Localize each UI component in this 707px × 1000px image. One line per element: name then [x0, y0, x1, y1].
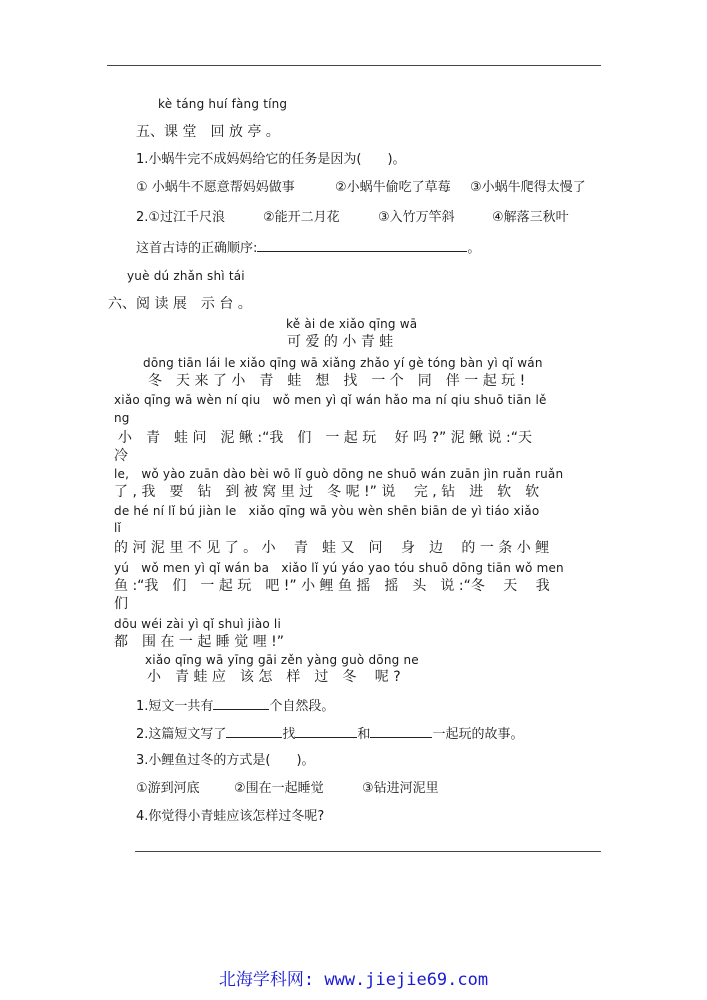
story-line-5-text-wrap: 们 — [114, 596, 128, 612]
section6-q2-c: 和 — [357, 727, 371, 742]
story-line-6-text: 都 围 在 一 起 睡 觉 哩 !” — [114, 634, 285, 650]
section6-q1-a: 1.短文一共有 — [136, 699, 214, 714]
answer-blank[interactable] — [226, 725, 282, 738]
answer-blank[interactable] — [213, 697, 269, 710]
section5-q2-prompt-text: 这首古诗的正确顺序: — [136, 241, 258, 256]
section5-q1-option-3: ③小蜗牛爬得太慢了 — [470, 180, 586, 195]
section5-q2-option-4: ④解落三秋叶 — [492, 210, 569, 225]
story-line-3-pinyin: le, wǒ yào zuān dào bèi wō lǐ guò dōng ne shuō wán zuān jìn ruǎn ruǎn — [114, 467, 564, 481]
section6-pinyin: yuè dú zhǎn shì tái — [127, 269, 245, 283]
story-line-2-text-wrap: 冷 — [114, 448, 128, 464]
story-line-4-text: 的 河 泥 里 不 见 了 。 小 青 蛙 又 问 身 边 的 一 条 小 鲤 — [114, 540, 550, 556]
section6-q3-option-2: ②围在一起睡觉 — [234, 781, 324, 796]
story-title: 可 爱 的 小 青 蛙 — [287, 334, 394, 350]
section5-q2-option-2: ②能开二月花 — [263, 210, 340, 225]
answer-blank[interactable] — [370, 725, 432, 738]
section6-question-2 — [136, 725, 523, 743]
section6-question-3: 3.小鲤鱼过冬的方式是( )。 — [136, 753, 315, 768]
section5-pinyin: kè táng huí fàng tíng — [158, 97, 288, 111]
section5-q2-prompt — [136, 239, 480, 257]
question-pinyin: xiǎo qīng wā yīng gāi zěn yàng guò dōng ne — [145, 653, 419, 667]
question-title: 小 青 蛙 应 该 怎 样 过 冬 呢 ? — [147, 669, 401, 685]
section5-q1-option-1: ① 小蜗牛不愿意帮妈妈做事 — [136, 180, 295, 195]
story-line-2-pinyin-wrap: ng — [114, 411, 130, 425]
section5-q2-option-1: 2.①过江千尺浪 — [136, 210, 226, 225]
section6-q2-d: 一起玩的故事。 — [432, 727, 524, 742]
answer-blank[interactable] — [295, 725, 357, 738]
story-line-5-text: 鱼 :“我 们 一 起 玩 吧 !” 小 鲤 鱼 摇 摇 头 说 :“冬 天 我 — [114, 578, 550, 594]
footer-watermark: 北海学科网: www.jiejie69.com — [218, 970, 489, 990]
story-line-3-text: 了 , 我 要 钻 到 被 窝 里 过 冬 呢 !” 说 完 , 钻 进 软 软 — [114, 484, 540, 500]
section5-q2-option-3: ③入竹万竿斜 — [378, 210, 455, 225]
section6-question-1 — [136, 697, 334, 715]
story-line-6-pinyin: dōu wéi zài yì qǐ shuì jiào li — [114, 617, 281, 631]
section6-q2-b: 找 — [282, 727, 296, 742]
section6-q1-b: 个自然段。 — [269, 699, 335, 714]
story-line-1-pinyin: dōng tiān lái le xiǎo qīng wā xiǎng zhǎo yí gè tóng bàn yì qǐ wán — [143, 356, 543, 370]
section6-q2-a: 2.这篇短文写了 — [136, 727, 227, 742]
section5-q1-option-2: ②小蜗牛偷吃了草莓 — [335, 180, 451, 195]
story-line-5-pinyin: yú wǒ men yì qǐ wán ba xiǎo lǐ yú yáo yao tóu shuō dōng tiān wǒ men — [114, 561, 564, 575]
section5-q2-end: 。 — [467, 241, 481, 256]
story-line-4-pinyin-wrap: lǐ — [114, 521, 122, 535]
answer-blank[interactable] — [257, 239, 467, 252]
story-line-4-pinyin: de hé ní lǐ bú jiàn le xiǎo qīng wā yòu wèn shēn biān de yì tiáo xiǎo — [114, 504, 540, 518]
section6-q3-option-3: ③钻进河泥里 — [362, 781, 439, 796]
section6-question-4: 4.你觉得小青蛙应该怎样过冬呢? — [136, 809, 325, 824]
section6-q3-option-1: ①游到河底 — [136, 781, 200, 796]
section5-title: 五、课 堂 回 放 亭 。 — [136, 124, 280, 140]
story-title-pinyin: kě ài de xiǎo qīng wā — [286, 317, 418, 331]
story-line-2-pinyin: xiǎo qīng wā wèn ní qiu wǒ men yì qǐ wán hǎo ma ní qiu shuō tiān lě — [114, 393, 547, 407]
story-line-2-text: 小 青 蛙 问 泥 鳅 :“我 们 一 起 玩 好 吗 ?” 泥 鳅 说 :“天 — [118, 430, 533, 446]
section6-title: 六、阅 读 展 示 台 。 — [108, 296, 252, 312]
answer-rule — [135, 851, 601, 852]
top-rule — [107, 65, 601, 66]
story-line-1-text: 冬 天 来 了 小 青 蛙 想 找 一 个 同 伴 一 起 玩 ! — [148, 373, 526, 389]
section5-question-1: 1.小蜗牛完不成妈妈给它的任务是因为( )。 — [136, 152, 406, 167]
